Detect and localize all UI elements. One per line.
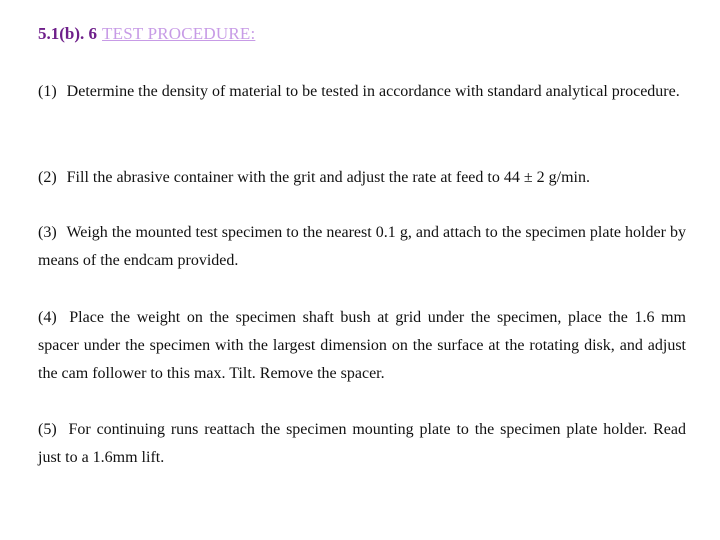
step-number: (2) <box>38 169 57 186</box>
procedure-step-4 <box>38 304 686 388</box>
step-text: Place the weight on the specimen shaft bush at grid under the specimen, place the 1.6 mm spacer under the specimen with the largest dimension on the surface at the rotating disk, and adjust the cam follower to this max. Tilt. Remove the spacer. <box>38 309 687 382</box>
document-page <box>38 0 686 540</box>
step-text: Weigh the mounted test specimen to the nearest 0.1 g, and attach to the specimen plate holder by means of the endcam provided. <box>38 224 686 269</box>
section-heading <box>38 24 255 44</box>
procedure-step-3 <box>38 219 686 275</box>
step-text: For continuing runs reattach the specimen mounting plate to the specimen plate holder. Read just to a 1.6mm lift. <box>38 421 686 466</box>
step-text: Determine the density of material to be tested in accordance with standard analytical procedure. <box>66 83 680 100</box>
section-number: 5.1(b). 6 <box>38 24 98 43</box>
procedure-step-5 <box>38 416 686 472</box>
procedure-step-2 <box>38 164 686 192</box>
step-number: (4) <box>38 309 57 326</box>
step-number: (5) <box>38 421 57 438</box>
section-title: TEST PROCEDURE: <box>102 24 256 43</box>
procedure-step-1 <box>38 78 686 106</box>
step-text: Fill the abrasive container with the grit and adjust the rate at feed to 44 ± 2 g/min. <box>66 169 590 186</box>
step-number: (1) <box>38 83 57 100</box>
step-number: (3) <box>38 224 57 241</box>
